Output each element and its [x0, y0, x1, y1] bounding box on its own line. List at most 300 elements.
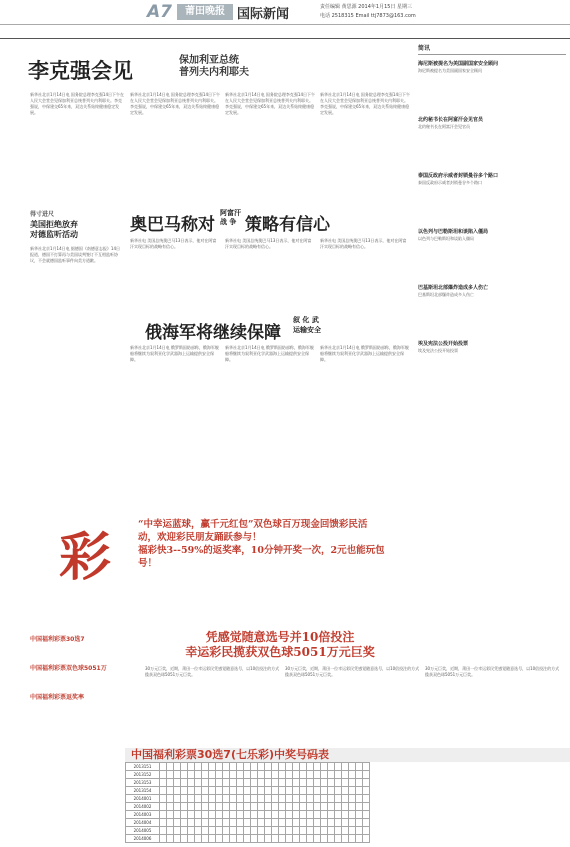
number-cell	[314, 795, 321, 803]
number-cell	[265, 811, 272, 819]
number-cell	[188, 819, 195, 827]
number-cell	[265, 819, 272, 827]
number-cell	[237, 803, 244, 811]
number-cell	[356, 795, 363, 803]
brief-2: 北约秘书长在阿富汗会见官员	[418, 117, 484, 123]
period-cell: 2014003	[126, 811, 160, 819]
number-cell	[349, 803, 356, 811]
number-cell	[293, 811, 300, 819]
number-cell	[160, 779, 167, 787]
number-cell	[335, 819, 342, 827]
number-cell	[356, 771, 363, 779]
number-cell	[314, 779, 321, 787]
period-cell: 2014002	[126, 803, 160, 811]
number-cell	[335, 787, 342, 795]
lottery-row	[126, 835, 370, 843]
number-cell	[349, 779, 356, 787]
number-cell	[342, 827, 349, 835]
number-cell	[230, 819, 237, 827]
number-cell	[328, 795, 335, 803]
number-cell	[160, 827, 167, 835]
number-cell	[349, 827, 356, 835]
ad-title-3: 福彩快3--59%的返奖率，10分钟开奖一次，2元也能玩包	[138, 545, 385, 556]
number-cell	[328, 771, 335, 779]
number-cell	[363, 835, 370, 843]
number-cell	[314, 803, 321, 811]
number-cell	[272, 779, 279, 787]
number-cell	[230, 811, 237, 819]
number-cell	[209, 779, 216, 787]
number-cell	[209, 835, 216, 843]
number-cell	[251, 811, 258, 819]
lottery-row	[126, 811, 370, 819]
number-cell	[349, 811, 356, 819]
obama-body-col1: 新华社电 美国总统奥巴马13日表示，他对在阿富汗实现目标的战略有信心。	[130, 238, 217, 249]
number-cell	[188, 811, 195, 819]
number-cell	[251, 779, 258, 787]
number-cell	[307, 763, 314, 771]
obama-body-col2: 新华社电 美国总统奥巴马13日表示，他对在阿富汗实现目标的战略有信心。	[225, 238, 312, 249]
lead-body-col2: 新华社北京1月14日电 国务院总理李克强14日下午在人民大会堂会见保加利亚总统普列夫内利耶夫。李克强说，中保建交65年来，双边关系始终健康稳定发展。	[130, 92, 220, 115]
number-cell	[174, 803, 181, 811]
number-cell	[251, 763, 258, 771]
number-cell	[188, 835, 195, 843]
number-cell	[251, 795, 258, 803]
number-cell	[188, 771, 195, 779]
number-cell	[335, 827, 342, 835]
number-cell	[279, 771, 286, 779]
obama-body-col3: 新华社电 美国总统奥巴马13日表示，他对在阿富汗实现目标的战略有信心。	[320, 238, 407, 249]
number-cell	[202, 803, 209, 811]
obama-mid-2: 战 争	[220, 218, 237, 226]
brief-1: 海尼斯被提名为美国副国家安全顾问	[418, 61, 499, 67]
ad-body-col1: 30万元巨奖，近期，莆田一位幸运彩民凭感觉随意选号，以10倍投注的方式揽获双色球5051万元巨奖。	[145, 666, 280, 677]
period-cell: 2014006	[126, 835, 160, 843]
lottery-row	[126, 795, 370, 803]
number-cell	[363, 819, 370, 827]
number-cell	[265, 771, 272, 779]
ad-body-col2: 30万元巨奖，近期，莆田一位幸运彩民凭感觉随意选号，以10倍投注的方式揽获双色球5051万元巨奖。	[285, 666, 420, 677]
number-cell	[356, 819, 363, 827]
number-cell	[244, 763, 251, 771]
number-cell	[160, 795, 167, 803]
number-cell	[258, 819, 265, 827]
number-cell	[244, 819, 251, 827]
number-cell	[167, 779, 174, 787]
number-cell	[202, 811, 209, 819]
number-cell	[202, 779, 209, 787]
number-cell	[356, 763, 363, 771]
number-cell	[356, 835, 363, 843]
number-cell	[223, 835, 230, 843]
number-cell	[244, 771, 251, 779]
number-cell	[293, 763, 300, 771]
brief-4-body: 以色列与巴勒斯坦和谈陷入僵局	[418, 236, 474, 241]
number-cell	[293, 787, 300, 795]
number-cell	[188, 795, 195, 803]
number-cell	[251, 787, 258, 795]
brief-5-body: 巴基斯坦北部爆炸造成多人伤亡	[418, 292, 474, 297]
number-cell	[314, 763, 321, 771]
number-cell	[307, 787, 314, 795]
number-cell	[342, 763, 349, 771]
number-cell	[363, 811, 370, 819]
number-cell	[356, 811, 363, 819]
ad-slogan-3: 中国福利彩票返奖率	[30, 694, 85, 701]
lottery-table-title: 中国福利彩票30选7(七乐彩)中奖号码表	[125, 748, 570, 762]
number-cell	[160, 819, 167, 827]
russia-body-col1: 新华社北京1月14日电 俄罗斯国防部称，俄海军舰船将继续为叙利亚化学武器海上运输提供安全保障。	[130, 345, 219, 362]
number-cell	[230, 795, 237, 803]
number-cell	[202, 795, 209, 803]
number-cell	[188, 779, 195, 787]
number-cell	[181, 835, 188, 843]
number-cell	[300, 835, 307, 843]
number-cell	[167, 811, 174, 819]
number-cell	[307, 779, 314, 787]
number-cell	[363, 771, 370, 779]
ad-big-2: 幸运彩民揽获双色球5051万元巨奖	[185, 645, 375, 659]
number-cell	[335, 771, 342, 779]
number-cell	[195, 835, 202, 843]
brief-3: 泰国反政府示威者封锁曼谷多个路口	[418, 173, 499, 179]
number-cell	[160, 787, 167, 795]
number-cell	[160, 771, 167, 779]
number-cell	[363, 763, 370, 771]
lottery-row	[126, 787, 370, 795]
number-cell	[321, 779, 328, 787]
number-cell	[209, 827, 216, 835]
number-cell	[300, 803, 307, 811]
number-cell	[342, 803, 349, 811]
number-cell	[279, 827, 286, 835]
number-cell	[321, 771, 328, 779]
lottery-row	[126, 779, 370, 787]
number-cell	[286, 811, 293, 819]
russia-head-a: 俄海军将继续保障	[145, 323, 281, 343]
lottery-row	[126, 803, 370, 811]
number-cell	[307, 795, 314, 803]
number-cell	[328, 819, 335, 827]
number-cell	[160, 763, 167, 771]
number-cell	[307, 827, 314, 835]
number-cell	[258, 811, 265, 819]
period-cell: 2013151	[126, 763, 160, 771]
russia-side-1: 叙 化 武	[293, 316, 319, 324]
number-cell	[223, 803, 230, 811]
brief-6-body: 埃及宪法公投开始投票	[418, 348, 458, 353]
page-header	[0, 0, 570, 40]
period-cell: 2013153	[126, 779, 160, 787]
number-cell	[335, 763, 342, 771]
number-cell	[300, 779, 307, 787]
lead-sub-2: 普列夫内利耶夫	[179, 67, 249, 78]
number-cell	[335, 803, 342, 811]
number-cell	[230, 763, 237, 771]
page-number: A7	[147, 2, 172, 22]
lottery-row	[126, 819, 370, 827]
number-cell	[300, 787, 307, 795]
number-cell	[265, 803, 272, 811]
number-cell	[237, 827, 244, 835]
lead-subheadline	[179, 55, 299, 79]
number-cell	[223, 795, 230, 803]
number-cell	[237, 787, 244, 795]
number-cell	[160, 835, 167, 843]
number-cell	[286, 779, 293, 787]
number-cell	[356, 803, 363, 811]
number-cell	[237, 811, 244, 819]
number-cell	[167, 835, 174, 843]
number-cell	[195, 763, 202, 771]
number-cell	[209, 803, 216, 811]
number-cell	[335, 811, 342, 819]
number-cell	[321, 795, 328, 803]
number-cell	[363, 827, 370, 835]
number-cell	[167, 795, 174, 803]
number-cell	[349, 787, 356, 795]
number-cell	[258, 803, 265, 811]
number-cell	[188, 827, 195, 835]
number-cell	[314, 787, 321, 795]
number-cell	[279, 819, 286, 827]
number-cell	[167, 803, 174, 811]
number-cell	[286, 819, 293, 827]
number-cell	[272, 835, 279, 843]
number-cell	[174, 779, 181, 787]
number-cell	[181, 763, 188, 771]
russia-body-col2: 新华社北京1月14日电 俄罗斯国防部称，俄海军舰船将继续为叙利亚化学武器海上运输提供安全保障。	[225, 345, 314, 362]
number-cell	[209, 819, 216, 827]
editor-line: 责任编辑 黄思源 2014年1月15日 星期三	[320, 4, 413, 10]
russia-side-2: 运输安全	[293, 326, 321, 334]
number-cell	[321, 827, 328, 835]
number-cell	[216, 803, 223, 811]
obama-headline	[130, 205, 415, 235]
number-cell	[328, 779, 335, 787]
number-cell	[321, 787, 328, 795]
number-cell	[328, 763, 335, 771]
ad-title-4: 号！	[138, 558, 158, 569]
number-cell	[237, 795, 244, 803]
number-cell	[265, 835, 272, 843]
russia-body-col3: 新华社北京1月14日电 俄罗斯国防部称，俄海军舰船将继续为叙利亚化学武器海上运输提供安全保障。	[320, 345, 409, 362]
number-cell	[181, 771, 188, 779]
number-cell	[160, 803, 167, 811]
number-cell	[293, 779, 300, 787]
number-cell	[258, 787, 265, 795]
number-cell	[328, 803, 335, 811]
number-cell	[181, 787, 188, 795]
number-cell	[286, 827, 293, 835]
number-cell	[181, 803, 188, 811]
obama-head-a: 奥巴马称对	[130, 215, 215, 235]
number-cell	[209, 771, 216, 779]
number-cell	[209, 763, 216, 771]
number-cell	[314, 827, 321, 835]
number-cell	[314, 811, 321, 819]
brief-1-body: 海尼斯被提名为美国副国家安全顾问	[418, 68, 482, 73]
ad-title	[138, 518, 558, 570]
number-cell	[174, 811, 181, 819]
number-cell	[335, 835, 342, 843]
number-cell	[167, 827, 174, 835]
period-cell: 2013154	[126, 787, 160, 795]
number-cell	[216, 827, 223, 835]
number-cell	[286, 787, 293, 795]
lead-body-col1: 新华社北京1月14日电 国务院总理李克强14日下午在人民大会堂会见保加利亚总统普列夫内利耶夫。李克强说，中保建交65年来，双边关系始终健康稳定发展。	[30, 92, 124, 115]
number-cell	[216, 795, 223, 803]
number-cell	[251, 771, 258, 779]
number-cell	[265, 779, 272, 787]
number-cell	[244, 795, 251, 803]
number-cell	[237, 779, 244, 787]
number-cell	[216, 787, 223, 795]
number-cell	[279, 779, 286, 787]
lottery-advertisement	[0, 510, 570, 847]
number-cell	[342, 819, 349, 827]
number-cell	[279, 763, 286, 771]
number-cell	[230, 803, 237, 811]
number-cell	[237, 763, 244, 771]
number-cell	[293, 835, 300, 843]
number-cell	[237, 835, 244, 843]
number-cell	[244, 787, 251, 795]
number-cell	[335, 779, 342, 787]
number-cell	[202, 787, 209, 795]
number-cell	[293, 795, 300, 803]
number-cell	[363, 795, 370, 803]
number-cell	[230, 779, 237, 787]
ad-title-1: “中幸运蓝球，赢千元红包”双色球百万现金回馈彩民活	[138, 519, 368, 530]
number-cell	[342, 771, 349, 779]
number-cell	[349, 819, 356, 827]
number-cell	[167, 787, 174, 795]
number-cell	[286, 763, 293, 771]
lottery-logo: 彩	[58, 527, 111, 588]
number-cell	[321, 811, 328, 819]
number-cell	[307, 835, 314, 843]
ad-title-2: 动，欢迎彩民朋友踊跃参与！	[138, 532, 262, 543]
number-cell	[349, 835, 356, 843]
number-cell	[202, 763, 209, 771]
number-cell	[265, 795, 272, 803]
number-cell	[188, 787, 195, 795]
number-cell	[300, 795, 307, 803]
number-cell	[188, 803, 195, 811]
number-cell	[335, 795, 342, 803]
number-cell	[230, 771, 237, 779]
obama-head-b: 策略有信心	[245, 215, 330, 235]
number-cell	[279, 811, 286, 819]
number-cell	[223, 771, 230, 779]
number-cell	[328, 787, 335, 795]
number-cell	[244, 835, 251, 843]
number-cell	[272, 771, 279, 779]
number-cell	[195, 819, 202, 827]
number-cell	[195, 795, 202, 803]
number-cell	[230, 835, 237, 843]
number-cell	[195, 827, 202, 835]
news-briefs-sidebar	[418, 44, 570, 506]
number-cell	[342, 835, 349, 843]
number-cell	[223, 819, 230, 827]
number-cell	[230, 787, 237, 795]
number-cell	[279, 795, 286, 803]
number-cell	[349, 763, 356, 771]
number-cell	[174, 819, 181, 827]
number-cell	[342, 779, 349, 787]
number-cell	[202, 827, 209, 835]
lottery-row	[126, 827, 370, 835]
number-cell	[265, 787, 272, 795]
number-cell	[244, 811, 251, 819]
number-cell	[286, 771, 293, 779]
number-cell	[181, 811, 188, 819]
lead-sub-1: 保加利亚总统	[179, 55, 239, 66]
number-cell	[307, 819, 314, 827]
number-cell	[272, 819, 279, 827]
number-cell	[216, 811, 223, 819]
contact-line: 电话 2518315 Email ttj7873@163.com	[320, 13, 416, 19]
number-cell	[216, 763, 223, 771]
number-cell	[293, 827, 300, 835]
number-cell	[286, 803, 293, 811]
number-cell	[244, 803, 251, 811]
number-cell	[216, 835, 223, 843]
lead-headline: 李克强会见	[28, 59, 133, 83]
number-cell	[258, 835, 265, 843]
number-cell	[258, 771, 265, 779]
number-cell	[293, 819, 300, 827]
number-cell	[216, 819, 223, 827]
number-cell	[307, 771, 314, 779]
obama-mid-1: 阿富汗	[220, 209, 241, 217]
number-cell	[251, 827, 258, 835]
number-cell	[174, 835, 181, 843]
number-cell	[216, 771, 223, 779]
number-cell	[265, 763, 272, 771]
number-cell	[258, 763, 265, 771]
number-cell	[167, 763, 174, 771]
number-cell	[251, 835, 258, 843]
number-cell	[202, 771, 209, 779]
lottery-grid	[125, 762, 370, 843]
number-cell	[181, 819, 188, 827]
number-cell	[314, 771, 321, 779]
surveillance-headline-2: 对德监听活动	[30, 230, 78, 239]
number-cell	[272, 787, 279, 795]
number-cell	[223, 779, 230, 787]
number-cell	[202, 819, 209, 827]
lottery-table	[125, 762, 570, 847]
ad-slogan-1: 中国福利彩票30选7	[30, 636, 85, 643]
number-cell	[328, 835, 335, 843]
number-cell	[328, 811, 335, 819]
ad-big-title	[150, 630, 410, 660]
number-cell	[195, 811, 202, 819]
number-cell	[195, 771, 202, 779]
number-cell	[342, 795, 349, 803]
brief-3-body: 泰国反政府示威者封锁曼谷多个路口	[418, 180, 482, 185]
number-cell	[279, 835, 286, 843]
period-cell: 2014004	[126, 819, 160, 827]
ad-slogans	[30, 635, 140, 702]
period-cell: 2014001	[126, 795, 160, 803]
number-cell	[258, 779, 265, 787]
period-cell: 2014005	[126, 827, 160, 835]
number-cell	[342, 811, 349, 819]
